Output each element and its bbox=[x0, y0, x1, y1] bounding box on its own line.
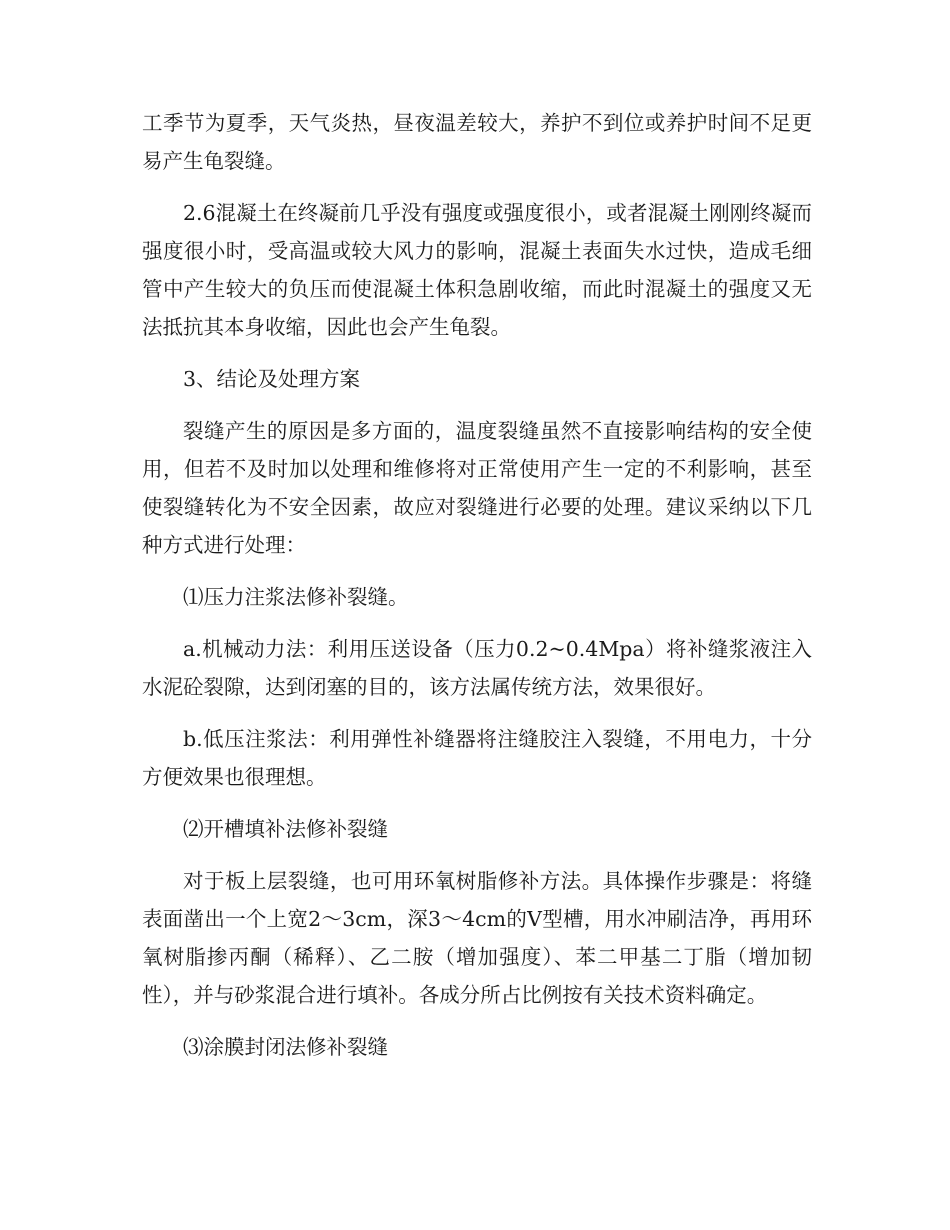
method-heading-3: ⑶涂膜封闭法修补裂缝 bbox=[183, 1035, 388, 1059]
paragraph-1: 工季节为夏季，天气炎热，昼夜温差较大，养护不到位或养护时间不足更易产生龟裂缝。 bbox=[142, 111, 812, 173]
method-heading-1: ⑴压力注浆法修补裂缝。 bbox=[183, 585, 409, 609]
paragraph-7: b.低压注浆法：利用弹性补缝器将注缝胶注入裂缝，不用电力，十分方便效果也很理想。 bbox=[142, 727, 812, 789]
section-heading-conclusion: 3、结论及处理方案 bbox=[183, 367, 361, 391]
paragraph-4: 裂缝产生的原因是多方面的，温度裂缝虽然不直接影响结构的安全使用，但若不及时加以处理和维修将对正常使用产生一定的不利影响，甚至使裂缝转化为不安全因素，故应对裂缝进行必要的处理。建议采纳以下几种方式进行处理： bbox=[142, 419, 812, 557]
paragraph-9: 对于板上层裂缝，也可用环氧树脂修补方法。具体操作步骤是：将缝表面凿出一个上宽2～3cm，深3～4cm的V型槽，用水冲刷洁净，再用环氧树脂掺丙酮（稀释）、乙二胺（增加强度）、苯二甲基二丁脂（增加韧性），并与砂浆混合进行填补。各成分所占比例按有关技术资料确定。 bbox=[142, 869, 812, 1007]
document-body bbox=[142, 104, 812, 1080]
paragraph-2: 2.6混凝土在终凝前几乎没有强度或强度很小，或者混凝土刚刚终凝而强度很小时，受高温或较大风力的影响，混凝土表面失水过快，造成毛细管中产生较大的负压而使混凝土体积急剧收缩，而此时混凝土的强度又无法抵抗其本身收缩，因此也会产生龟裂。 bbox=[142, 201, 812, 339]
method-heading-2: ⑵开槽填补法修补裂缝 bbox=[183, 817, 388, 841]
paragraph-6: a.机械动力法：利用压送设备（压力0.2~0.4Mpa）将补缝浆液注入水泥砼裂隙，达到闭塞的目的，该方法属传统方法，效果很好。 bbox=[142, 637, 812, 699]
